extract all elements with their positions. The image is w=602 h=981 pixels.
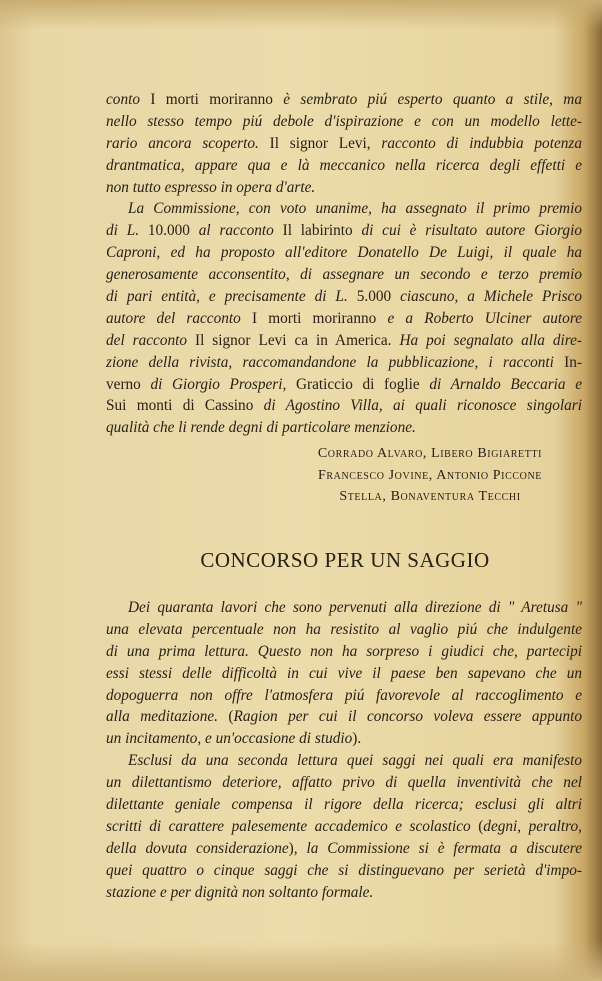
text-line	[106, 198, 582, 220]
text-line	[106, 89, 582, 111]
italic-text: è sembrato piú esperto quanto a stile, ma	[283, 91, 582, 108]
paragraph	[106, 89, 582, 198]
italic-text: una elevata percentuale non ha resistito al vaglio piú che indulgente	[106, 620, 582, 638]
text-line	[106, 772, 582, 794]
text-line	[106, 330, 582, 352]
text-line	[106, 133, 582, 155]
roman-text: Il labirinto	[282, 222, 362, 240]
text-line	[106, 882, 582, 904]
page-bottom-shadow	[0, 941, 602, 981]
roman-text: 5.000	[356, 288, 401, 306]
italic-text: di Arnaldo Beccaria e	[429, 375, 582, 393]
text-line	[106, 374, 582, 396]
italic-text: Caproni, ed ha proposto all'editore Donatello De Luigi, il quale ha	[106, 244, 582, 262]
text-line	[106, 860, 582, 882]
signature-line: Stella, Bonaventura Tecchi	[339, 489, 521, 504]
italic-text: della dovuta considerazione	[106, 839, 289, 857]
italic-text: e a Roberto Ulciner autore	[387, 309, 582, 327]
text-line	[106, 286, 582, 308]
roman-text: In-	[564, 353, 582, 371]
roman-text: Graticcio di foglie	[295, 375, 430, 393]
italic-text: stazione e per dignità non soltanto formale.	[106, 883, 374, 901]
italic-text: alla meditazione.	[106, 708, 229, 726]
italic-text: di cui è risultato autore Giorgio	[361, 222, 582, 240]
italic-text: non tutto espresso in opera d'arte.	[106, 178, 316, 196]
roman-text: (	[228, 708, 234, 726]
italic-text: Esclusi da una seconda lettura quei saggi nei quali era manifesto	[128, 752, 582, 770]
italic-text: racconto di indubbia potenza	[381, 134, 582, 152]
roman-text: (	[478, 817, 484, 835]
italic-text: del racconto	[106, 331, 195, 349]
text-line	[106, 155, 582, 177]
text-line	[106, 619, 582, 641]
italic-text: ciascuno, a Michele Prisco	[400, 288, 582, 306]
text-line	[106, 663, 582, 685]
text-line	[106, 220, 582, 242]
italic-text: di una prima lettura. Questo non ha sorpreso i giudici che, partecipi	[106, 642, 582, 660]
italic-text: zione della rivista, raccomandandone la pubblicazione, i racconti	[106, 353, 565, 371]
roman-text: Sui monti di Cassino	[106, 397, 264, 415]
text-line	[106, 352, 582, 374]
page-top-shadow	[0, 0, 602, 30]
italic-text: Ha poi segnalato alla dire-	[399, 331, 582, 349]
roman-text: ),	[288, 839, 307, 857]
italic-text: quei quattro o cinque saggi che si distinguevano per serietà d'impo-	[106, 861, 582, 879]
section-heading: CONCORSO PER UN SAGGIO	[200, 548, 490, 572]
text-line	[106, 685, 582, 707]
roman-text: ).	[352, 730, 362, 748]
italic-text: La Commissione, con voto unanime, ha assegnato il primo premio	[128, 200, 582, 218]
italic-text: Ragion per cui il concorso voleva essere appunto	[233, 708, 582, 726]
text-line	[106, 395, 582, 417]
italic-text: Dei quaranta lavori che sono pervenuti alla direzione di " Aretusa "	[128, 599, 582, 616]
italic-text: conto	[106, 91, 151, 108]
italic-text: dopoguerra non offre l'atmosfera piú favorevole al raccoglimento e	[106, 686, 582, 704]
italic-text: nello stesso tempo piú debole d'ispirazione e con un modello lette-	[106, 112, 582, 130]
section-2-text	[106, 597, 582, 903]
italic-text: generosamente acconsentito, di assegnare un secondo e terzo premio	[106, 266, 582, 284]
text-line	[106, 706, 582, 728]
italic-text: autore del racconto	[106, 309, 252, 327]
signature-line: Corrado Alvaro, Libero Bigiaretti	[317, 446, 543, 461]
paragraph	[106, 198, 582, 439]
text-line	[106, 597, 582, 619]
italic-text: di L.	[106, 222, 148, 240]
italic-text: scritti di carattere palesemente accademico e scolastico	[106, 817, 479, 835]
italic-text: un incitamento, e un'occasione di studio	[106, 730, 353, 748]
text-line	[106, 308, 582, 330]
text-line	[106, 111, 582, 133]
roman-text: I morti moriranno	[150, 91, 284, 108]
roman-text: Il signor Levi,	[269, 134, 382, 152]
italic-text: un dilettantismo deteriore, affatto privo di quella inventività che nel	[106, 774, 582, 792]
italic-text: di Giorgio Prosperi,	[150, 375, 296, 393]
italic-text: al racconto	[198, 222, 283, 240]
section-1-text	[106, 89, 582, 439]
signature-line: Francesco Jovine, Antonio Piccone	[318, 468, 542, 483]
text-line	[106, 641, 582, 663]
text-line	[106, 816, 582, 838]
roman-text: 10.000	[147, 222, 199, 240]
text-line	[106, 242, 582, 264]
italic-text: di Agostino Villa, ai quali riconosce singolari	[263, 397, 583, 415]
italic-text: la Commissione si è fermata a discutere	[306, 839, 582, 857]
text-line	[106, 177, 582, 199]
italic-text: degni, peraltro,	[483, 817, 582, 835]
italic-text: di pari entità, e precisamente di L.	[106, 288, 357, 306]
text-line	[106, 728, 582, 750]
roman-text: Il signor Levi ca in America.	[194, 331, 400, 349]
text-line	[106, 750, 582, 772]
paragraph	[106, 750, 582, 903]
italic-text: rario ancora scoperto.	[106, 134, 270, 152]
italic-text: drantmatica, appare qua e là meccanico nella ricerca degli effetti e	[106, 156, 582, 174]
italic-text: essi stessi delle difficoltà in cui vive il paese ben sapevano che un	[106, 664, 582, 682]
italic-text: dilettante geniale compensa il rigore della ricerca; esclusi gli altri	[106, 796, 582, 814]
roman-text: I morti moriranno	[251, 309, 388, 327]
text-line	[106, 417, 582, 439]
paragraph	[106, 597, 582, 750]
text-line	[106, 264, 582, 286]
italic-text: qualità che li rende degni di particolare menzione.	[106, 419, 416, 437]
text-line	[106, 838, 582, 860]
roman-text: verno	[106, 375, 151, 393]
text-line	[106, 794, 582, 816]
